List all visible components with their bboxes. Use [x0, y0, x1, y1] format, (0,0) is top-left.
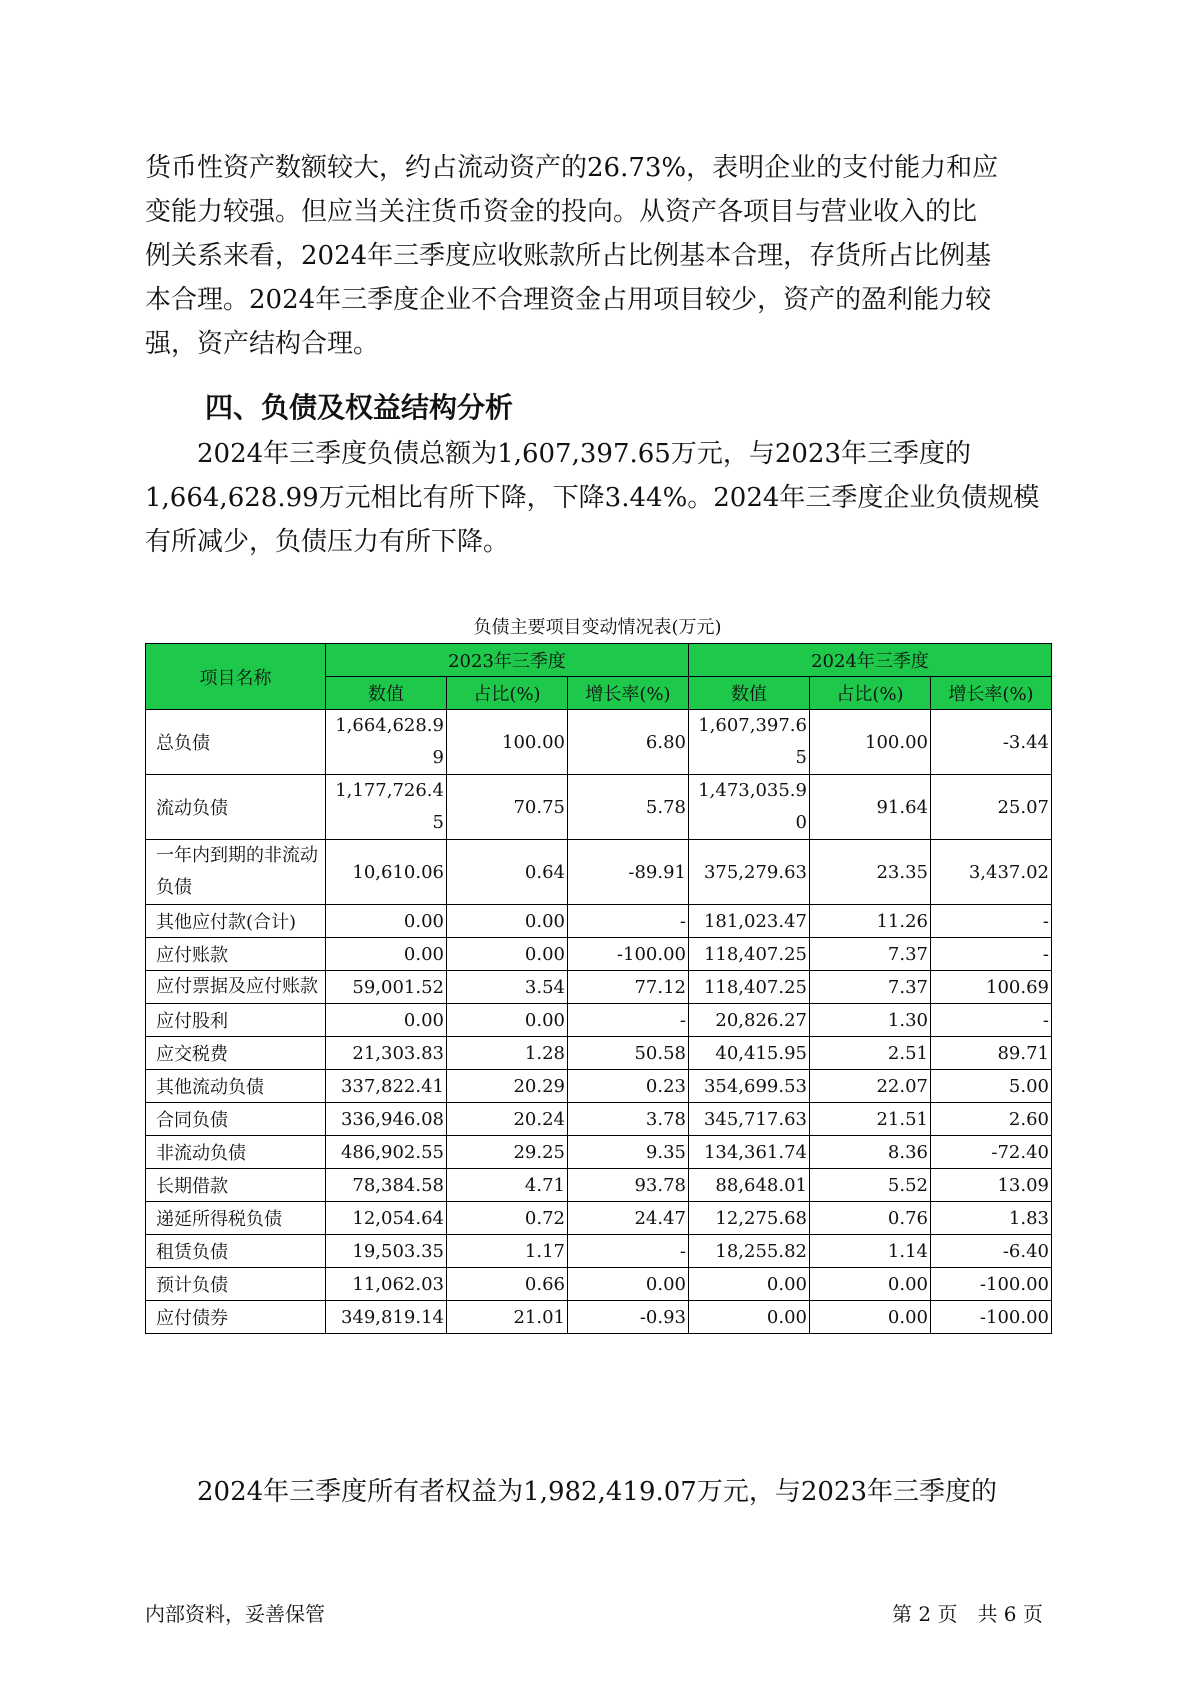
cell-growth-2023: 0.00: [568, 1268, 689, 1301]
cell-share-2023: 4.71: [447, 1169, 568, 1202]
cell-share-2024: 1.14: [810, 1235, 931, 1268]
cell-value-2023: 486,902.55: [326, 1136, 447, 1169]
row-name: 总负债: [146, 710, 326, 775]
cell-growth-2023: 77.12: [568, 971, 689, 1004]
table-row: [146, 1037, 1052, 1070]
liability-table: [145, 643, 1052, 1334]
cell-share-2023: 20.29: [447, 1070, 568, 1103]
cell-growth-2024: 25.07: [931, 775, 1052, 840]
paragraph-line: 强，资产结构合理。: [145, 329, 380, 359]
row-name: 应付股利: [146, 1004, 326, 1037]
cell-share-2023: 0.66: [447, 1268, 568, 1301]
table-row: [146, 775, 1052, 840]
cell-share-2024: 11.26: [810, 905, 931, 938]
cell-share-2024: 5.52: [810, 1169, 931, 1202]
cell-growth-2024: 1.83: [931, 1202, 1052, 1235]
cell-share-2023: 0.00: [447, 905, 568, 938]
equity-paragraph: [145, 1470, 1050, 1514]
table-row: [146, 1070, 1052, 1103]
cell-value-2023: 336,946.08: [326, 1103, 447, 1136]
cell-growth-2023: 9.35: [568, 1136, 689, 1169]
row-name: 应付债券: [146, 1301, 326, 1334]
row-name: 其他应付款(合计): [146, 905, 326, 938]
cell-growth-2023: 6.80: [568, 710, 689, 775]
cell-share-2024: 2.51: [810, 1037, 931, 1070]
cell-share-2023: 0.72: [447, 1202, 568, 1235]
cell-value-2023: 1,177,726.45: [326, 775, 447, 840]
cell-share-2023: 29.25: [447, 1136, 568, 1169]
cell-value-2024: 345,717.63: [689, 1103, 810, 1136]
paragraph-line: 2024年三季度负债总额为1,607,397.65万元，与2023年三季度的: [145, 439, 972, 469]
cell-growth-2024: 13.09: [931, 1169, 1052, 1202]
cell-share-2023: 70.75: [447, 775, 568, 840]
cell-growth-2024: -72.40: [931, 1136, 1052, 1169]
cell-share-2024: 7.37: [810, 971, 931, 1004]
table-row: [146, 710, 1052, 775]
cell-growth-2023: 93.78: [568, 1169, 689, 1202]
cell-share-2024: 0.00: [810, 1301, 931, 1334]
paragraph-line: 2024年三季度所有者权益为1,982,419.07万元，与2023年三季度的: [145, 1477, 998, 1507]
asset-structure-paragraph: [145, 146, 1050, 366]
cell-growth-2024: -3.44: [931, 710, 1052, 775]
cell-growth-2024: -: [931, 905, 1052, 938]
cell-growth-2024: -100.00: [931, 1268, 1052, 1301]
cell-value-2024: 118,407.25: [689, 971, 810, 1004]
cell-share-2024: 23.35: [810, 840, 931, 905]
cell-value-2024: 12,275.68: [689, 1202, 810, 1235]
cell-share-2024: 91.64: [810, 775, 931, 840]
footer-confidential-note: 内部资料，妥善保管: [145, 1602, 325, 1626]
cell-value-2024: 0.00: [689, 1268, 810, 1301]
cell-value-2023: 78,384.58: [326, 1169, 447, 1202]
cell-share-2024: 7.37: [810, 938, 931, 971]
cell-value-2024: 134,361.74: [689, 1136, 810, 1169]
cell-growth-2023: -: [568, 905, 689, 938]
paragraph-line: 1,664,628.99万元相比有所下降，下降3.44%。2024年三季度企业负债规模: [145, 483, 1040, 513]
header-share: 占比(%): [810, 677, 931, 710]
cell-value-2024: 181,023.47: [689, 905, 810, 938]
row-name: 合同负债: [146, 1103, 326, 1136]
cell-value-2023: 1,664,628.99: [326, 710, 447, 775]
cell-value-2023: 19,503.35: [326, 1235, 447, 1268]
footer-page-number: 第 2 页 共 6 页: [892, 1602, 1043, 1626]
cell-share-2024: 100.00: [810, 710, 931, 775]
cell-share-2024: 0.00: [810, 1268, 931, 1301]
paragraph-line: 货币性资产数额较大，约占流动资产的26.73%，表明企业的支付能力和应: [145, 153, 999, 183]
table-row: [146, 1235, 1052, 1268]
table-row: [146, 1004, 1052, 1037]
table-row: [146, 1136, 1052, 1169]
table-row: [146, 1202, 1052, 1235]
table-row: [146, 971, 1052, 1004]
cell-share-2023: 21.01: [447, 1301, 568, 1334]
liability-summary-paragraph: [145, 432, 1050, 564]
row-name: 应交税费: [146, 1037, 326, 1070]
cell-value-2023: 0.00: [326, 938, 447, 971]
cell-growth-2024: 3,437.02: [931, 840, 1052, 905]
row-name: 非流动负债: [146, 1136, 326, 1169]
paragraph-line: 例关系来看，2024年三季度应收账款所占比例基本合理，存货所占比例基: [145, 241, 992, 271]
cell-value-2023: 12,054.64: [326, 1202, 447, 1235]
cell-growth-2023: -: [568, 1235, 689, 1268]
table-row: [146, 905, 1052, 938]
table-caption: 负债主要项目变动情况表(万元): [473, 617, 722, 638]
row-name: 长期借款: [146, 1169, 326, 1202]
cell-value-2024: 1,607,397.65: [689, 710, 810, 775]
cell-growth-2024: -: [931, 938, 1052, 971]
cell-share-2024: 21.51: [810, 1103, 931, 1136]
cell-value-2024: 0.00: [689, 1301, 810, 1334]
cell-value-2023: 0.00: [326, 1004, 447, 1037]
cell-value-2024: 1,473,035.90: [689, 775, 810, 840]
cell-growth-2023: -0.93: [568, 1301, 689, 1334]
header-item-name: 项目名称: [146, 644, 326, 710]
cell-growth-2023: 50.58: [568, 1037, 689, 1070]
row-name: 流动负债: [146, 775, 326, 840]
cell-value-2024: 20,826.27: [689, 1004, 810, 1037]
cell-value-2023: 11,062.03: [326, 1268, 447, 1301]
cell-value-2023: 10,610.06: [326, 840, 447, 905]
cell-value-2023: 21,303.83: [326, 1037, 447, 1070]
cell-share-2024: 0.76: [810, 1202, 931, 1235]
header-growth: 增长率(%): [568, 677, 689, 710]
cell-share-2024: 22.07: [810, 1070, 931, 1103]
table-row: [146, 938, 1052, 971]
cell-value-2024: 354,699.53: [689, 1070, 810, 1103]
paragraph-line: 变能力较强。但应当关注货币资金的投向。从资产各项目与营业收入的比: [145, 197, 978, 227]
paragraph-line: 本合理。2024年三季度企业不合理资金占用项目较少，资产的盈利能力较: [145, 285, 992, 315]
cell-share-2023: 0.00: [447, 938, 568, 971]
cell-growth-2024: 89.71: [931, 1037, 1052, 1070]
cell-growth-2024: 100.69: [931, 971, 1052, 1004]
header-share: 占比(%): [447, 677, 568, 710]
cell-share-2023: 0.00: [447, 1004, 568, 1037]
cell-growth-2023: 24.47: [568, 1202, 689, 1235]
cell-growth-2024: -: [931, 1004, 1052, 1037]
table-row: [146, 1301, 1052, 1334]
table-row: [146, 1103, 1052, 1136]
header-period-2023: 2023年三季度: [326, 644, 689, 677]
row-name: 应付票据及应付账款: [146, 971, 326, 1004]
cell-growth-2023: 3.78: [568, 1103, 689, 1136]
cell-share-2023: 3.54: [447, 971, 568, 1004]
section-heading: 四、负债及权益结构分析: [205, 391, 514, 424]
cell-growth-2024: -100.00: [931, 1301, 1052, 1334]
cell-value-2024: 375,279.63: [689, 840, 810, 905]
row-name: 预计负债: [146, 1268, 326, 1301]
cell-growth-2024: -6.40: [931, 1235, 1052, 1268]
cell-value-2024: 118,407.25: [689, 938, 810, 971]
cell-growth-2023: -100.00: [568, 938, 689, 971]
cell-value-2023: 349,819.14: [326, 1301, 447, 1334]
cell-share-2023: 1.17: [447, 1235, 568, 1268]
cell-share-2024: 8.36: [810, 1136, 931, 1169]
cell-share-2023: 0.64: [447, 840, 568, 905]
cell-growth-2024: 2.60: [931, 1103, 1052, 1136]
cell-growth-2023: -: [568, 1004, 689, 1037]
cell-value-2023: 337,822.41: [326, 1070, 447, 1103]
cell-growth-2023: 0.23: [568, 1070, 689, 1103]
cell-share-2023: 20.24: [447, 1103, 568, 1136]
cell-growth-2023: 5.78: [568, 775, 689, 840]
header-value: 数值: [326, 677, 447, 710]
header-value: 数值: [689, 677, 810, 710]
row-name: 递延所得税负债: [146, 1202, 326, 1235]
row-name: 一年内到期的非流动负债: [146, 840, 326, 905]
cell-value-2023: 59,001.52: [326, 971, 447, 1004]
cell-value-2023: 0.00: [326, 905, 447, 938]
table-row: [146, 1169, 1052, 1202]
paragraph-line: 有所减少，负债压力有所下降。: [145, 527, 510, 557]
cell-growth-2023: -89.91: [568, 840, 689, 905]
row-name: 应付账款: [146, 938, 326, 971]
cell-growth-2024: 5.00: [931, 1070, 1052, 1103]
header-period-2024: 2024年三季度: [689, 644, 1052, 677]
cell-value-2024: 88,648.01: [689, 1169, 810, 1202]
table-row: [146, 1268, 1052, 1301]
row-name: 租赁负债: [146, 1235, 326, 1268]
cell-value-2024: 18,255.82: [689, 1235, 810, 1268]
row-name: 其他流动负债: [146, 1070, 326, 1103]
table-row: [146, 840, 1052, 905]
cell-share-2023: 100.00: [447, 710, 568, 775]
cell-share-2024: 1.30: [810, 1004, 931, 1037]
cell-value-2024: 40,415.95: [689, 1037, 810, 1070]
header-growth: 增长率(%): [931, 677, 1052, 710]
cell-share-2023: 1.28: [447, 1037, 568, 1070]
